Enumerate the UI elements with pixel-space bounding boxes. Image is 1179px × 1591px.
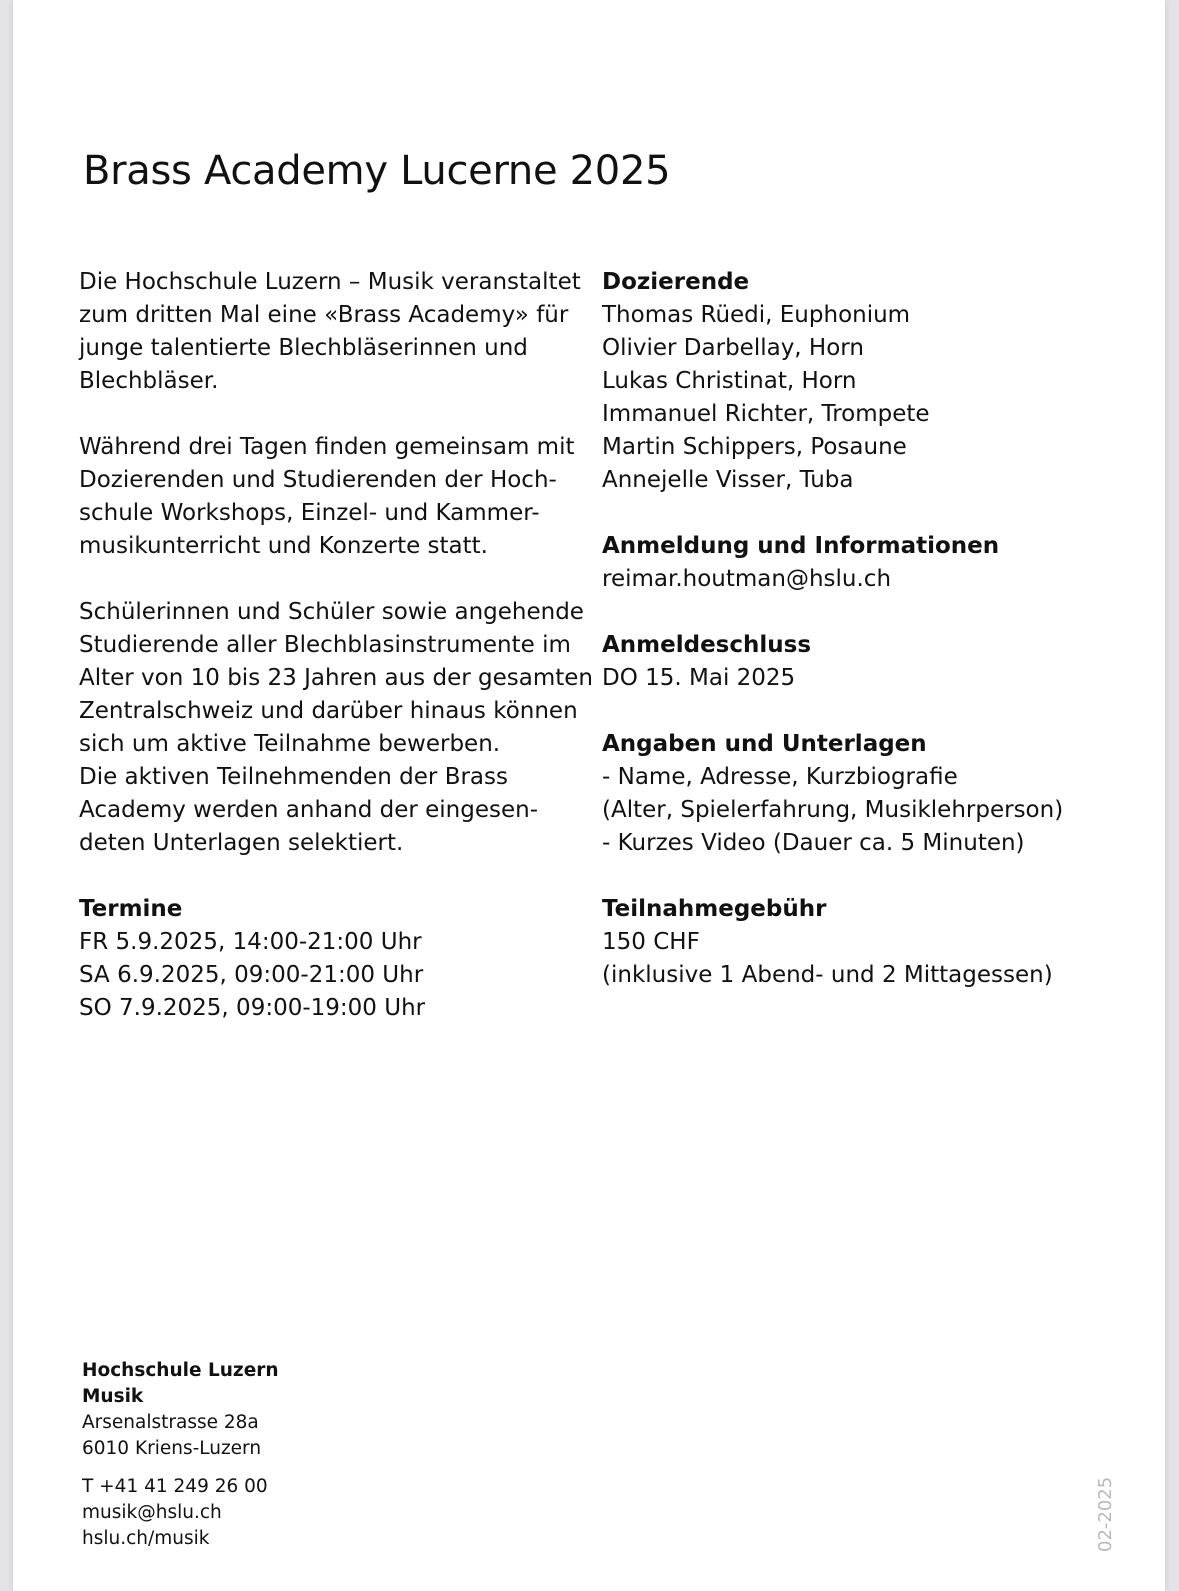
- footer-dept: Musik: [82, 1386, 144, 1407]
- eligibility-line: Zentralschweiz und darüber hinaus können: [79, 698, 578, 724]
- dozierende-line: Lukas Christinat, Horn: [602, 368, 857, 394]
- anmeldung-heading: Anmeldung und Informationen: [602, 533, 1000, 559]
- anmeldung-email: reimar.houtman@hslu.ch: [602, 566, 892, 592]
- footer-spacer: [82, 1462, 279, 1474]
- footer-address: [82, 1358, 279, 1552]
- dozierende-line: Thomas Rüedi, Euphonium: [602, 302, 911, 328]
- workshops-paragraph: [79, 431, 574, 563]
- termine-line: FR 5.9.2025, 14:00-21:00 Uhr: [79, 929, 422, 955]
- angaben-section: [602, 728, 1102, 860]
- footer-city: 6010 Kriens-Luzern: [82, 1438, 262, 1459]
- termine-line: SO 7.9.2025, 09:00-19:00 Uhr: [79, 995, 426, 1021]
- anmeldung-section: [602, 530, 1102, 596]
- dozierende-line: Immanuel Richter, Trompete: [602, 401, 930, 427]
- gebuehr-heading: Teilnahmegebühr: [602, 896, 827, 922]
- dozierende-line: Martin Schippers, Posaune: [602, 434, 907, 460]
- eligibility-paragraph: [79, 596, 593, 860]
- intro-line: zum dritten Mal eine «Brass Academy» für: [79, 302, 569, 328]
- dozierende-section: [602, 266, 1102, 497]
- eligibility-line: Studierende aller Blechblasinstrumente im: [79, 632, 571, 658]
- angaben-line: (Alter, Spielerfahrung, Musiklehrperson): [602, 797, 1064, 823]
- eligibility-line: Alter von 10 bis 23 Jahren aus der gesamten: [79, 665, 593, 691]
- gebuehr-line: 150 CHF: [602, 929, 700, 955]
- document-page: [13, 0, 1165, 1591]
- left-column: [79, 266, 593, 1058]
- workshops-line: Während drei Tagen finden gemeinsam mit: [79, 434, 575, 460]
- anmeldeschluss-date: DO 15. Mai 2025: [602, 665, 796, 691]
- eligibility-line: Schülerinnen und Schüler sowie angehende: [79, 599, 584, 625]
- eligibility-line: Die aktiven Teilnehmenden der Brass: [79, 764, 508, 790]
- footer-street: Arsenalstrasse 28a: [82, 1412, 259, 1433]
- dozierende-line: Olivier Darbellay, Horn: [602, 335, 864, 361]
- issue-stamp: 02-2025: [1095, 1476, 1116, 1552]
- intro-line: junge talentierte Blechbläserinnen und: [79, 335, 528, 361]
- workshops-line: musikunterricht und Konzerte statt.: [79, 533, 488, 559]
- workshops-line: schule Workshops, Einzel- und Kammer-: [79, 500, 540, 526]
- intro-line: Die Hochschule Luzern – Musik veranstaltet: [79, 269, 581, 295]
- eligibility-line: sich um aktive Teilnahme bewerben.: [79, 731, 501, 757]
- termine-heading: Termine: [79, 896, 183, 922]
- eligibility-line: Academy werden anhand der eingesen-: [79, 797, 539, 823]
- angaben-heading: Angaben und Unterlagen: [602, 731, 927, 757]
- right-column: [602, 266, 1102, 1025]
- anmeldeschluss-section: [602, 629, 1102, 695]
- footer-web: hslu.ch/musik: [82, 1528, 210, 1549]
- footer-org: Hochschule Luzern: [82, 1360, 279, 1381]
- gebuehr-line: (inklusive 1 Abend- und 2 Mittagessen): [602, 962, 1053, 988]
- dozierende-heading: Dozierende: [602, 269, 750, 295]
- footer-phone: T +41 41 249 26 00: [82, 1476, 268, 1497]
- termine-line: SA 6.9.2025, 09:00-21:00 Uhr: [79, 962, 424, 988]
- angaben-line: - Name, Adresse, Kurzbiografie: [602, 764, 958, 790]
- eligibility-line: deten Unterlagen selektiert.: [79, 830, 404, 856]
- intro-line: Blechbläser.: [79, 368, 219, 394]
- gebuehr-section: [602, 893, 1102, 992]
- dozierende-line: Annejelle Visser, Tuba: [602, 467, 854, 493]
- page-title: Brass Academy Lucerne 2025: [83, 148, 671, 194]
- workshops-line: Dozierenden und Studierenden der Hoch-: [79, 467, 557, 493]
- footer-email: musik@hslu.ch: [82, 1502, 222, 1523]
- intro-paragraph: [79, 266, 581, 398]
- anmeldeschluss-heading: Anmeldeschluss: [602, 632, 812, 658]
- angaben-line: - Kurzes Video (Dauer ca. 5 Minuten): [602, 830, 1025, 856]
- termine-section: [79, 893, 574, 1025]
